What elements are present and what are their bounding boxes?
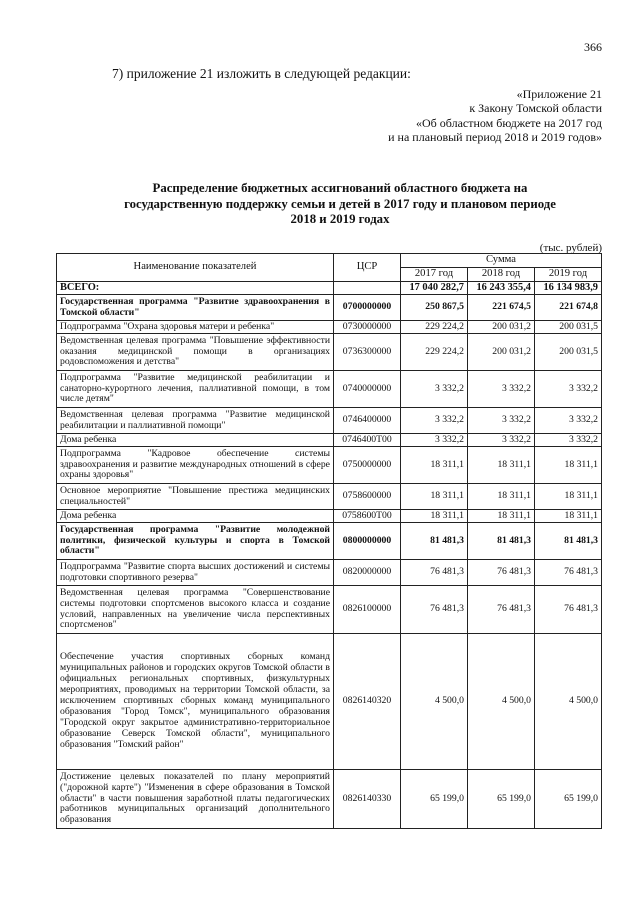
row-name: Подпрограмма "Развитие спорта высших достижений и системы подготовки спортивного резерва" bbox=[57, 560, 334, 586]
units-label: (тыс. рублей) bbox=[539, 242, 602, 254]
table-row bbox=[57, 634, 602, 770]
row-code: 0700000000 bbox=[334, 295, 401, 321]
row-value-2019: 200 031,5 bbox=[535, 334, 602, 371]
row-name: Государственная программа "Развитие здравоохранения в Томской области" bbox=[57, 295, 334, 321]
row-name: Государственная программа "Развитие молодежной политики, физической культуры и спорта в Томской области" bbox=[57, 523, 334, 560]
row-code: 0730000000 bbox=[334, 321, 401, 334]
table-row bbox=[57, 484, 602, 510]
row-value-2019: 200 031,5 bbox=[535, 321, 602, 334]
row-value-2018: 3 332,2 bbox=[468, 408, 535, 434]
row-name: Дома ребенка bbox=[57, 510, 334, 523]
row-value-2017: 18 311,1 bbox=[401, 484, 468, 510]
row-code: 0746400000 bbox=[334, 408, 401, 434]
table-row bbox=[57, 447, 602, 484]
row-value-2017: 3 332,2 bbox=[401, 408, 468, 434]
annex-line: «Об областном бюджете на 2017 год bbox=[416, 115, 602, 130]
row-value-2018: 18 311,1 bbox=[468, 484, 535, 510]
row-name: Подпрограмма "Кадровое обеспечение системы здравоохранения и развитие международных отношений в сфере охраны здоровья" bbox=[57, 447, 334, 484]
table-row bbox=[57, 586, 602, 634]
row-value-2019: 76 481,3 bbox=[535, 586, 602, 634]
row-value-2018: 221 674,5 bbox=[468, 295, 535, 321]
row-value-2019: 3 332,2 bbox=[535, 371, 602, 408]
header-year-2018: 2018 год bbox=[468, 268, 535, 282]
row-name: Ведомственная целевая программа "Совершенствование системы подготовки спортсменов высокого класса и создание условий, направленных на увеличение числа перспективных спортсменов" bbox=[57, 586, 334, 634]
title-line: 2018 и 2019 годах bbox=[290, 212, 390, 226]
row-code: 0820000000 bbox=[334, 560, 401, 586]
row-name: Ведомственная целевая программа "Развитие медицинской реабилитации и паллиативной помощи" bbox=[57, 408, 334, 434]
table-row-total bbox=[57, 282, 602, 295]
row-code bbox=[334, 282, 401, 295]
annex-line: «Приложение 21 bbox=[516, 87, 602, 101]
row-value-2017: 76 481,3 bbox=[401, 560, 468, 586]
row-code: 0750000000 bbox=[334, 447, 401, 484]
page-number: 366 bbox=[584, 40, 602, 54]
row-value-2019: 4 500,0 bbox=[535, 634, 602, 770]
row-value-2019: 18 311,1 bbox=[535, 484, 602, 510]
annex-line: к Закону Томской области bbox=[469, 101, 602, 116]
table-row bbox=[57, 321, 602, 334]
row-value-2019: 18 311,1 bbox=[535, 447, 602, 484]
annex-reference bbox=[388, 87, 602, 144]
row-code: 0758600000 bbox=[334, 484, 401, 510]
row-value-2017: 18 311,1 bbox=[401, 447, 468, 484]
row-value-2018: 200 031,2 bbox=[468, 321, 535, 334]
row-code: 0826140320 bbox=[334, 634, 401, 770]
row-name: Достижение целевых показателей по плану мероприятий ("дорожной карте") "Изменения в сфере образования в Томской области" в части повышения заработной платы педагогических работников муниципальных организаций дополнительного образования bbox=[57, 770, 334, 829]
row-value-2018: 200 031,2 bbox=[468, 334, 535, 371]
table-row bbox=[57, 334, 602, 371]
row-value-2019: 76 481,3 bbox=[535, 560, 602, 586]
row-value-2017: 229 224,2 bbox=[401, 334, 468, 371]
row-code: 0758600Т00 bbox=[334, 510, 401, 523]
annex-line: и на плановый период 2018 и 2019 годов» bbox=[388, 129, 602, 144]
row-value-2017: 3 332,2 bbox=[401, 434, 468, 447]
row-value-2019: 65 199,0 bbox=[535, 770, 602, 829]
header-year-2019: 2019 год bbox=[535, 268, 602, 282]
row-value-2017: 18 311,1 bbox=[401, 510, 468, 523]
title-line: Распределение бюджетных ассигнований областного бюджета на bbox=[152, 181, 528, 195]
row-value-2018: 65 199,0 bbox=[468, 770, 535, 829]
row-code: 0826140330 bbox=[334, 770, 401, 829]
row-value-2018: 81 481,3 bbox=[468, 523, 535, 560]
row-value-2019: 18 311,1 bbox=[535, 510, 602, 523]
budget-table bbox=[56, 253, 602, 829]
row-name: Подпрограмма "Развитие медицинской реабилитации и санаторно-курортного лечения, паллиативной помощи, в том числе детям" bbox=[57, 371, 334, 408]
amendment-intro: 7) приложение 21 изложить в следующей редакции: bbox=[112, 66, 411, 81]
document-title bbox=[60, 181, 620, 228]
row-value-2017: 76 481,3 bbox=[401, 586, 468, 634]
row-value-2018: 18 311,1 bbox=[468, 510, 535, 523]
header-year-2017: 2017 год bbox=[401, 268, 468, 282]
header-sum: Сумма bbox=[401, 254, 602, 268]
row-value-2019: 16 134 983,9 bbox=[535, 282, 602, 295]
row-value-2018: 4 500,0 bbox=[468, 634, 535, 770]
row-code: 0746400Т00 bbox=[334, 434, 401, 447]
table-row bbox=[57, 295, 602, 321]
table-row bbox=[57, 371, 602, 408]
row-value-2018: 3 332,2 bbox=[468, 371, 535, 408]
table-row bbox=[57, 510, 602, 523]
table-row bbox=[57, 770, 602, 829]
row-value-2018: 76 481,3 bbox=[468, 560, 535, 586]
row-value-2018: 18 311,1 bbox=[468, 447, 535, 484]
row-value-2018: 76 481,3 bbox=[468, 586, 535, 634]
row-value-2017: 81 481,3 bbox=[401, 523, 468, 560]
row-name: Основное мероприятие "Повышение престижа медицинских специальностей" bbox=[57, 484, 334, 510]
header-code: ЦСР bbox=[334, 254, 401, 282]
row-code: 0736300000 bbox=[334, 334, 401, 371]
row-value-2019: 81 481,3 bbox=[535, 523, 602, 560]
row-value-2019: 3 332,2 bbox=[535, 434, 602, 447]
table-row bbox=[57, 523, 602, 560]
row-name: Дома ребенка bbox=[57, 434, 334, 447]
row-value-2017: 17 040 282,7 bbox=[401, 282, 468, 295]
header-name: Наименование показателей bbox=[57, 254, 334, 282]
row-value-2017: 229 224,2 bbox=[401, 321, 468, 334]
row-name: Обеспечение участия спортивных сборных команд муниципальных районов и городских округов Томской области в официальных региональных спортивных, физкультурных мероприятиях, проводимых на территории Томской области, за исключением спортивных сборных команд муниципального образования "Город Томск", муниципального образования "Городской округ закрытое административно-территориальное образование Северск Томской области", муниципального образования "Томский район" bbox=[57, 634, 334, 770]
table-row bbox=[57, 434, 602, 447]
row-value-2019: 221 674,8 bbox=[535, 295, 602, 321]
row-value-2017: 65 199,0 bbox=[401, 770, 468, 829]
table-row bbox=[57, 560, 602, 586]
title-line: государственную поддержку семьи и детей в 2017 году и плановом периоде bbox=[124, 196, 556, 211]
row-value-2017: 4 500,0 bbox=[401, 634, 468, 770]
row-code: 0826100000 bbox=[334, 586, 401, 634]
row-code: 0800000000 bbox=[334, 523, 401, 560]
row-value-2017: 3 332,2 bbox=[401, 371, 468, 408]
row-value-2017: 250 867,5 bbox=[401, 295, 468, 321]
row-name: Подпрограмма "Охрана здоровья матери и ребенка" bbox=[57, 321, 334, 334]
row-name: ВСЕГО: bbox=[57, 282, 334, 295]
row-value-2018: 3 332,2 bbox=[468, 434, 535, 447]
row-name: Ведомственная целевая программа "Повышение эффективности оказания медицинской помощи в организациях родовспоможения и детства" bbox=[57, 334, 334, 371]
row-code: 0740000000 bbox=[334, 371, 401, 408]
table-row bbox=[57, 408, 602, 434]
row-value-2019: 3 332,2 bbox=[535, 408, 602, 434]
row-value-2018: 16 243 355,4 bbox=[468, 282, 535, 295]
